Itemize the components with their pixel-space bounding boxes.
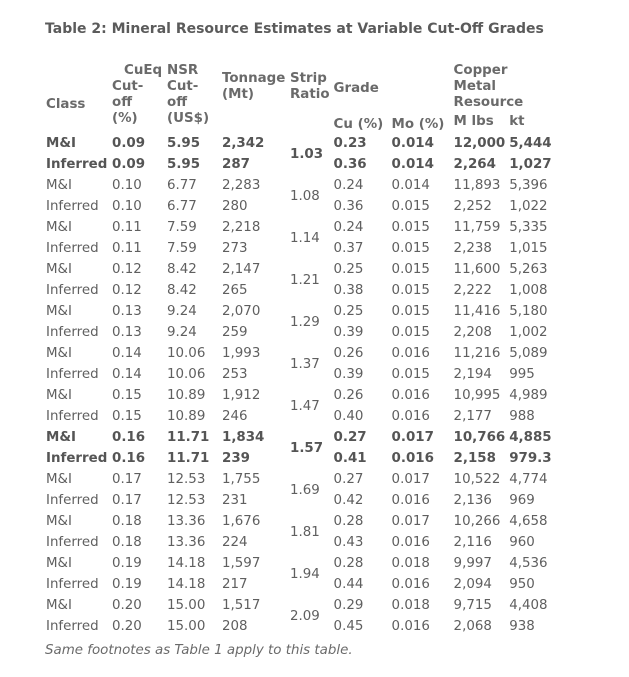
cell-mlbs: 2,116 <box>453 535 492 550</box>
cell-nsr: 5.95 <box>167 136 201 151</box>
cell-mo: 0.015 <box>391 283 430 298</box>
cell-cu: 0.39 <box>333 367 364 382</box>
header-nsr-line1: NSR <box>167 63 199 78</box>
header-copper-line2: Resource <box>453 95 524 110</box>
cell-cueq: 0.19 <box>112 577 142 592</box>
cell-class: Inferred <box>46 535 99 550</box>
cell-tonnage: 287 <box>222 157 250 172</box>
cell-cueq: 0.18 <box>112 514 142 529</box>
header-tonnage <box>220 63 288 133</box>
cell-mlbs: 2,222 <box>453 283 492 298</box>
cell-strip-ratio: 1.69 <box>290 482 320 498</box>
cell-class: M&I <box>46 304 72 319</box>
cell-mlbs: 2,238 <box>453 241 492 256</box>
cell-mlbs: 2,136 <box>453 493 492 508</box>
cell-cueq: 0.12 <box>112 262 142 277</box>
cell-class: M&I <box>46 346 72 361</box>
cell-nsr: 10.89 <box>167 388 206 403</box>
cell-class: Inferred <box>46 619 99 634</box>
cell-cueq: 0.17 <box>112 493 142 508</box>
cell-kt: 4,658 <box>509 514 548 529</box>
table-row <box>44 301 554 322</box>
cell-kt: 960 <box>509 535 535 550</box>
cell-mo: 0.015 <box>391 241 430 256</box>
cell-mo: 0.014 <box>391 136 434 151</box>
cell-mlbs: 11,216 <box>453 346 501 361</box>
cell-mlbs: 2,177 <box>453 409 492 424</box>
cell-class: Inferred <box>46 325 99 340</box>
cell-mo: 0.018 <box>391 556 430 571</box>
cell-cueq: 0.19 <box>112 556 142 571</box>
header-cueq-line2: Cut-off <box>112 79 144 110</box>
cell-cu: 0.41 <box>333 451 367 466</box>
cell-kt: 5,335 <box>509 220 548 235</box>
cell-cu: 0.27 <box>333 430 367 445</box>
cell-class: Inferred <box>46 199 99 214</box>
cell-kt: 1,002 <box>509 325 548 340</box>
cell-mlbs: 2,194 <box>453 367 492 382</box>
cell-class: M&I <box>46 598 72 613</box>
cell-mlbs: 2,158 <box>453 451 496 466</box>
cell-nsr: 15.00 <box>167 619 206 634</box>
cell-cueq: 0.15 <box>112 409 142 424</box>
cell-cueq: 0.20 <box>112 619 142 634</box>
cell-tonnage: 1,597 <box>222 556 261 571</box>
cell-mlbs: 2,208 <box>453 325 492 340</box>
cell-mo: 0.016 <box>391 346 430 361</box>
cell-tonnage: 224 <box>222 535 248 550</box>
cell-class: Inferred <box>46 367 99 382</box>
cell-tonnage: 208 <box>222 619 248 634</box>
cell-cueq: 0.13 <box>112 325 142 340</box>
cell-strip-ratio: 1.81 <box>290 524 320 540</box>
header-tonnage-line2: (Mt) <box>222 87 254 102</box>
header-tonnage-line1: Tonnage <box>222 71 286 86</box>
cell-cueq: 0.20 <box>112 598 142 613</box>
cell-cu: 0.27 <box>333 472 364 487</box>
cell-tonnage: 2,283 <box>222 178 261 193</box>
cell-nsr: 8.42 <box>167 283 197 298</box>
cell-nsr: 8.42 <box>167 262 197 277</box>
cell-class: M&I <box>46 388 72 403</box>
cell-mo: 0.015 <box>391 325 430 340</box>
cell-cueq: 0.18 <box>112 535 142 550</box>
header-nsr-line2: Cut-off <box>167 79 199 110</box>
cell-class: M&I <box>46 262 72 277</box>
header-strip-line1: Strip <box>290 71 327 86</box>
cell-class: M&I <box>46 514 72 529</box>
cell-kt: 1,008 <box>509 283 548 298</box>
cell-mlbs: 9,715 <box>453 598 492 613</box>
resource-table <box>44 63 554 637</box>
cell-tonnage: 1,912 <box>222 388 261 403</box>
cell-class: Inferred <box>46 577 99 592</box>
header-copper-line1: Copper Metal <box>453 63 508 94</box>
header-kt: kt <box>509 114 525 129</box>
cell-mlbs: 10,522 <box>453 472 501 487</box>
cell-kt: 1,015 <box>509 241 548 256</box>
cell-mo: 0.014 <box>391 157 434 172</box>
cell-class: M&I <box>46 136 76 151</box>
cell-kt: 4,989 <box>509 388 548 403</box>
cell-kt: 1,022 <box>509 199 548 214</box>
cell-cu: 0.36 <box>333 157 367 172</box>
header-mo: Mo (%) <box>391 117 445 132</box>
cell-tonnage: 2,070 <box>222 304 261 319</box>
cell-mo: 0.017 <box>391 514 430 529</box>
cell-mo: 0.016 <box>391 619 430 634</box>
cell-mlbs: 9,997 <box>453 556 492 571</box>
cell-class: Inferred <box>46 451 108 466</box>
cell-mlbs: 10,266 <box>453 514 501 529</box>
cell-mo: 0.015 <box>391 220 430 235</box>
cell-cueq: 0.09 <box>112 136 146 151</box>
cell-cu: 0.44 <box>333 577 364 592</box>
cell-tonnage: 231 <box>222 493 248 508</box>
cell-strip-ratio: 1.08 <box>290 188 320 204</box>
cell-mo: 0.015 <box>391 304 430 319</box>
cell-nsr: 7.59 <box>167 220 197 235</box>
cell-cu: 0.25 <box>333 304 364 319</box>
cell-nsr: 13.36 <box>167 535 206 550</box>
header-class: Class <box>46 97 86 112</box>
cell-mlbs: 11,759 <box>453 220 501 235</box>
cell-cu: 0.43 <box>333 535 364 550</box>
cell-tonnage: 265 <box>222 283 248 298</box>
cell-tonnage: 2,342 <box>222 136 265 151</box>
cell-cueq: 0.12 <box>112 283 142 298</box>
cell-nsr: 5.95 <box>167 157 201 172</box>
cell-strip-ratio: 1.57 <box>290 440 324 456</box>
cell-nsr: 12.53 <box>167 472 206 487</box>
cell-tonnage: 1,755 <box>222 472 261 487</box>
cell-kt: 5,263 <box>509 262 548 277</box>
table-row <box>44 469 554 490</box>
table-row <box>44 175 554 196</box>
header-cueq-line1: CuEq <box>124 63 163 78</box>
cell-kt: 1,027 <box>509 157 552 172</box>
cell-mlbs: 2,264 <box>453 157 496 172</box>
cell-tonnage: 2,147 <box>222 262 261 277</box>
cell-kt: 4,885 <box>509 430 552 445</box>
cell-cu: 0.38 <box>333 283 364 298</box>
cell-mlbs: 2,068 <box>453 619 492 634</box>
header-cueq-line3: (%) <box>112 111 138 126</box>
table-body <box>44 133 554 637</box>
cell-cueq: 0.09 <box>112 157 146 172</box>
footnote: Same footnotes as Table 1 apply to this table. <box>45 643 353 658</box>
cell-tonnage: 280 <box>222 199 248 214</box>
cell-cueq: 0.16 <box>112 430 146 445</box>
cell-cu: 0.25 <box>333 262 364 277</box>
table-row <box>44 553 554 574</box>
cell-class: Inferred <box>46 283 99 298</box>
header-nsr-cutoff <box>165 63 220 133</box>
cell-mo: 0.015 <box>391 199 430 214</box>
cell-cu: 0.39 <box>333 325 364 340</box>
table-row <box>44 595 554 616</box>
cell-class: Inferred <box>46 241 99 256</box>
cell-mo: 0.015 <box>391 367 430 382</box>
cell-nsr: 6.77 <box>167 178 197 193</box>
cell-tonnage: 253 <box>222 367 248 382</box>
cell-cueq: 0.16 <box>112 451 146 466</box>
cell-kt: 938 <box>509 619 535 634</box>
cell-mo: 0.016 <box>391 535 430 550</box>
cell-cueq: 0.15 <box>112 388 142 403</box>
cell-kt: 979.3 <box>509 451 552 466</box>
header-cueq-cutoff <box>110 63 165 133</box>
cell-nsr: 10.89 <box>167 409 206 424</box>
cell-nsr: 14.18 <box>167 577 206 592</box>
cell-tonnage: 2,218 <box>222 220 261 235</box>
table-header <box>44 63 554 133</box>
cell-tonnage: 1,517 <box>222 598 261 613</box>
cell-mlbs: 10,995 <box>453 388 501 403</box>
cell-mlbs: 10,766 <box>453 430 506 445</box>
table-row <box>44 385 554 406</box>
cell-cueq: 0.10 <box>112 199 142 214</box>
cell-mo: 0.016 <box>391 388 430 403</box>
cell-tonnage: 1,834 <box>222 430 265 445</box>
cell-mlbs: 2,252 <box>453 199 492 214</box>
cell-class: Inferred <box>46 409 99 424</box>
cell-class: M&I <box>46 430 76 445</box>
table-row <box>44 133 554 154</box>
cell-kt: 995 <box>509 367 535 382</box>
cell-cu: 0.36 <box>333 199 364 214</box>
cell-nsr: 14.18 <box>167 556 206 571</box>
header-copper-metal-resource <box>452 63 554 111</box>
cell-strip-ratio: 1.29 <box>290 314 320 330</box>
cell-mlbs: 11,416 <box>453 304 501 319</box>
cell-cu: 0.24 <box>333 178 364 193</box>
cell-tonnage: 1,676 <box>222 514 261 529</box>
cell-cu: 0.23 <box>333 136 367 151</box>
table-row <box>44 343 554 364</box>
cell-strip-ratio: 1.21 <box>290 272 320 288</box>
cell-class: M&I <box>46 472 72 487</box>
cell-nsr: 10.06 <box>167 346 206 361</box>
cell-kt: 969 <box>509 493 535 508</box>
cell-strip-ratio: 1.94 <box>290 566 320 582</box>
table-row <box>44 259 554 280</box>
cell-nsr: 11.71 <box>167 430 210 445</box>
cell-nsr: 6.77 <box>167 199 197 214</box>
cell-nsr: 15.00 <box>167 598 206 613</box>
cell-strip-ratio: 1.47 <box>290 398 320 414</box>
cell-cu: 0.42 <box>333 493 364 508</box>
cell-tonnage: 217 <box>222 577 248 592</box>
cell-nsr: 11.71 <box>167 451 210 466</box>
cell-mlbs: 11,893 <box>453 178 501 193</box>
cell-tonnage: 239 <box>222 451 250 466</box>
header-mlbs: M lbs <box>453 114 494 129</box>
header-nsr-line3: (US$) <box>167 111 210 126</box>
cell-kt: 4,774 <box>509 472 548 487</box>
cell-class: M&I <box>46 556 72 571</box>
cell-kt: 4,536 <box>509 556 548 571</box>
cell-mlbs: 2,094 <box>453 577 492 592</box>
cell-mo: 0.015 <box>391 262 430 277</box>
cell-kt: 988 <box>509 409 535 424</box>
header-strip-line2: Ratio <box>290 87 330 102</box>
cell-cu: 0.45 <box>333 619 364 634</box>
cell-kt: 5,180 <box>509 304 548 319</box>
cell-cu: 0.28 <box>333 514 364 529</box>
cell-cu: 0.29 <box>333 598 364 613</box>
cell-cueq: 0.14 <box>112 367 142 382</box>
cell-class: Inferred <box>46 157 108 172</box>
table-title: Table 2: Mineral Resource Estimates at Variable Cut-Off Grades <box>45 21 544 37</box>
cell-mo: 0.018 <box>391 598 430 613</box>
cell-strip-ratio: 1.03 <box>290 146 324 162</box>
cell-cu: 0.40 <box>333 409 364 424</box>
cell-mo: 0.016 <box>391 409 430 424</box>
cell-cueq: 0.11 <box>112 220 142 235</box>
cell-mo: 0.014 <box>391 178 430 193</box>
cell-cu: 0.24 <box>333 220 364 235</box>
cell-kt: 5,444 <box>509 136 552 151</box>
cell-cu: 0.26 <box>333 346 364 361</box>
cell-nsr: 12.53 <box>167 493 206 508</box>
cell-nsr: 7.59 <box>167 241 197 256</box>
cell-cu: 0.26 <box>333 388 364 403</box>
header-strip-ratio <box>288 63 332 133</box>
cell-tonnage: 1,993 <box>222 346 261 361</box>
table-row <box>44 217 554 238</box>
cell-kt: 950 <box>509 577 535 592</box>
cell-tonnage: 246 <box>222 409 248 424</box>
cell-nsr: 9.24 <box>167 325 197 340</box>
cell-strip-ratio: 1.14 <box>290 230 320 246</box>
header-grade: Grade <box>333 81 379 96</box>
cell-kt: 5,089 <box>509 346 548 361</box>
cell-mo: 0.016 <box>391 451 434 466</box>
cell-class: M&I <box>46 220 72 235</box>
cell-cueq: 0.14 <box>112 346 142 361</box>
table-row <box>44 427 554 448</box>
cell-cu: 0.37 <box>333 241 364 256</box>
cell-mlbs: 12,000 <box>453 136 506 151</box>
table-row <box>44 511 554 532</box>
cell-nsr: 13.36 <box>167 514 206 529</box>
cell-cu: 0.28 <box>333 556 364 571</box>
cell-class: M&I <box>46 178 72 193</box>
cell-cueq: 0.11 <box>112 241 142 256</box>
cell-class: Inferred <box>46 493 99 508</box>
cell-strip-ratio: 2.09 <box>290 608 320 624</box>
cell-kt: 4,408 <box>509 598 548 613</box>
cell-nsr: 10.06 <box>167 367 206 382</box>
cell-tonnage: 259 <box>222 325 248 340</box>
cell-mo: 0.017 <box>391 430 434 445</box>
cell-mo: 0.016 <box>391 577 430 592</box>
cell-cueq: 0.17 <box>112 472 142 487</box>
header-cu: Cu (%) <box>333 117 384 132</box>
cell-nsr: 9.24 <box>167 304 197 319</box>
cell-mo: 0.017 <box>391 472 430 487</box>
cell-strip-ratio: 1.37 <box>290 356 320 372</box>
cell-mo: 0.016 <box>391 493 430 508</box>
cell-cueq: 0.13 <box>112 304 142 319</box>
cell-tonnage: 273 <box>222 241 248 256</box>
cell-kt: 5,396 <box>509 178 548 193</box>
cell-cueq: 0.10 <box>112 178 142 193</box>
cell-mlbs: 11,600 <box>453 262 501 277</box>
